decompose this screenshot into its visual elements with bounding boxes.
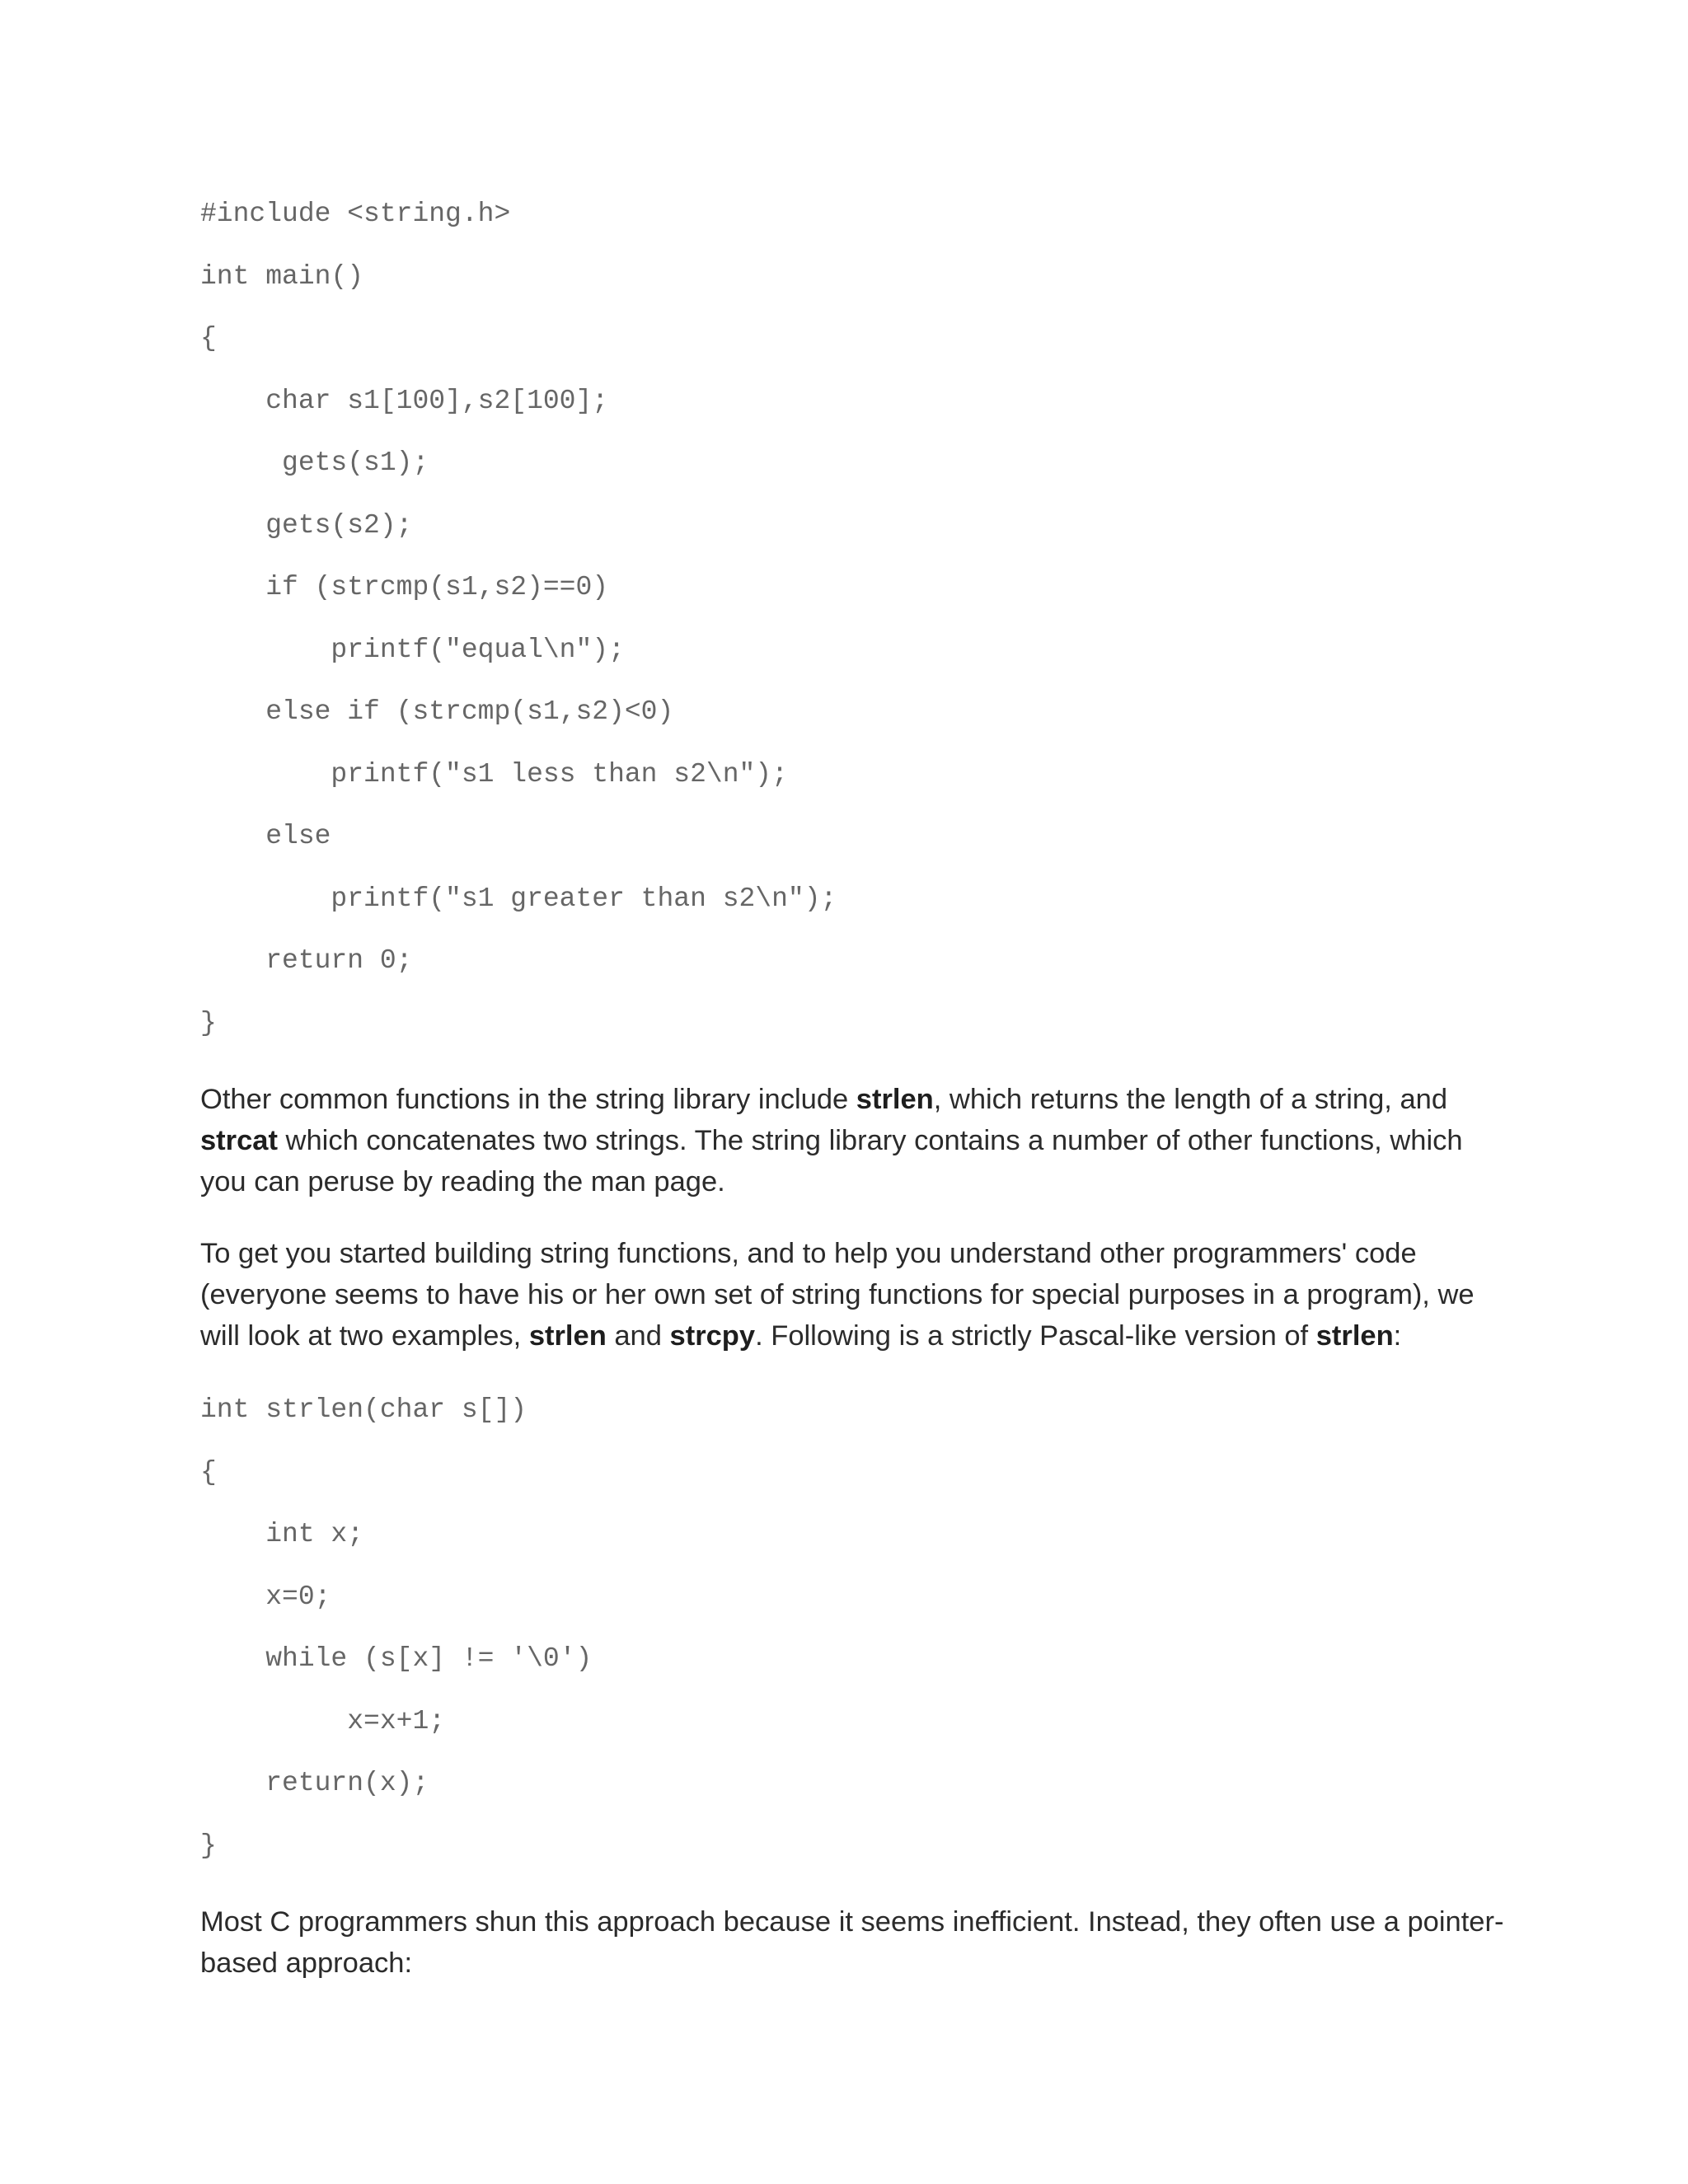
code-line: if (strcmp(s1,s2)==0) [200, 572, 609, 602]
document-page [200, 191, 1511, 2014]
code-line: x=0; [200, 1581, 331, 1612]
text-run: which concatenates two strings. The string library contains a number of other functions, which you can peruse by reading the man page. [200, 1125, 1463, 1197]
code-line: return(x); [200, 1768, 429, 1798]
text-run: , which returns the length of a string, and [933, 1084, 1448, 1115]
code-line: printf("s1 greater than s2\n"); [200, 883, 837, 914]
code-line: printf("equal\n"); [200, 634, 625, 665]
code-line: gets(s1); [200, 448, 429, 478]
paragraph-examples-intro [200, 1233, 1511, 1357]
text-run: To get you started building string functions, and to help you understand other programmers' code (everyone seems to have his or her own set of string functions for special purposes in a program), we will look at two examples, [200, 1238, 1475, 1352]
code-line: int strlen(char s[]) [200, 1394, 528, 1425]
paragraph-other-functions [200, 1079, 1511, 1202]
text-run: Other common functions in the string library include [200, 1084, 856, 1115]
code-line: { [200, 323, 217, 354]
code-line: gets(s2); [200, 509, 413, 541]
code-line: #include <string.h> [200, 199, 511, 229]
code-block-main [200, 191, 1511, 1062]
code-line: int main() [200, 260, 364, 292]
text-run: Most C programmers shun this approach because it seems inefficient. Instead, they often use a pointer-based approach: [200, 1906, 1504, 1979]
text-run: . Following is a strictly Pascal-like version of [755, 1320, 1316, 1352]
code-block-strlen [200, 1387, 1511, 1885]
paragraph-pointer-approach [200, 1901, 1511, 1984]
code-line: else [200, 821, 331, 851]
code-line: char s1[100],s2[100]; [200, 385, 609, 416]
function-name-strcpy: strcpy [669, 1320, 756, 1352]
function-name-strlen: strlen [1315, 1320, 1394, 1352]
code-line: } [200, 1830, 217, 1861]
code-line: return 0; [200, 945, 413, 976]
code-line: int x; [200, 1519, 364, 1549]
function-name-strcat: strcat [200, 1125, 278, 1156]
code-line: else if (strcmp(s1,s2)<0) [200, 696, 674, 727]
text-run: : [1393, 1320, 1402, 1352]
code-line: } [200, 1007, 217, 1038]
code-line: printf("s1 less than s2\n"); [200, 758, 788, 790]
function-name-strlen: strlen [856, 1084, 934, 1115]
function-name-strlen: strlen [528, 1320, 607, 1352]
code-line: while (s[x] != '\0') [200, 1643, 593, 1674]
code-line: { [200, 1456, 217, 1488]
text-run: and [606, 1320, 670, 1352]
code-line: x=x+1; [200, 1705, 446, 1736]
